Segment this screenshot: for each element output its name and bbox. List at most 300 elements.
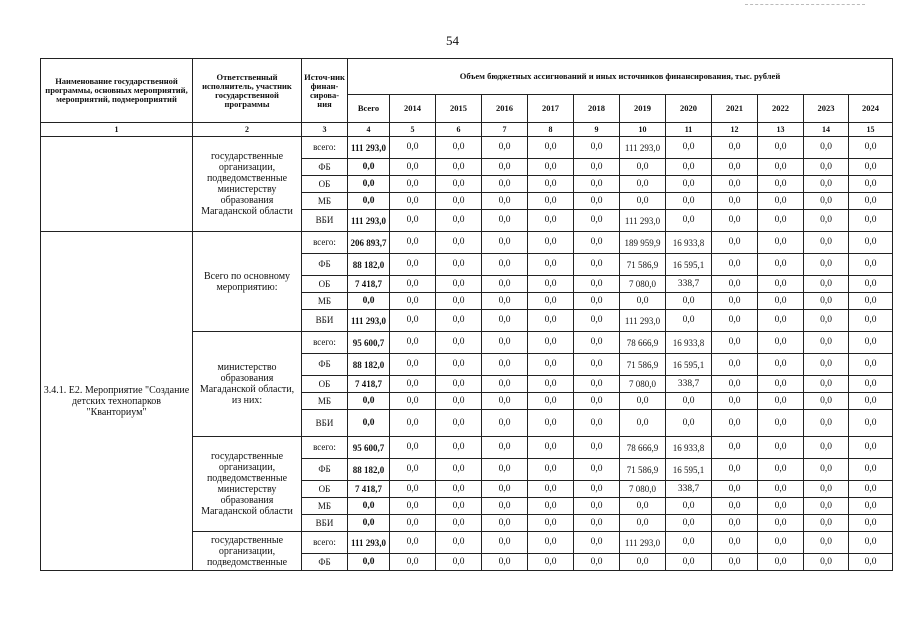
year-value: 0,0 <box>528 515 574 532</box>
total-value: 0,0 <box>348 293 390 310</box>
year-value: 0,0 <box>436 210 482 232</box>
year-value: 0,0 <box>758 293 804 310</box>
year-value: 0,0 <box>574 437 620 459</box>
funding-source: МБ <box>302 193 348 210</box>
funding-source: ФБ <box>302 554 348 571</box>
year-value: 0,0 <box>436 310 482 332</box>
year-value: 111 293,0 <box>620 310 666 332</box>
year-value: 0,0 <box>528 159 574 176</box>
year-value: 0,0 <box>849 137 893 159</box>
year-value: 0,0 <box>390 515 436 532</box>
year-value: 0,0 <box>804 532 849 554</box>
year-value: 0,0 <box>574 515 620 532</box>
total-value: 0,0 <box>348 176 390 193</box>
total-value: 0,0 <box>348 554 390 571</box>
year-value: 7 080,0 <box>620 481 666 498</box>
year-value: 0,0 <box>528 176 574 193</box>
responsible-executor: министерство образования Магаданской области, из них: <box>193 332 302 437</box>
year-value: 0,0 <box>436 293 482 310</box>
funding-source: ОБ <box>302 481 348 498</box>
year-value: 0,0 <box>620 393 666 410</box>
responsible-executor: государственные организации, подведомственные министерству образования Магаданской области <box>193 437 302 532</box>
year-value: 0,0 <box>666 410 712 437</box>
year-value: 0,0 <box>528 354 574 376</box>
year-value: 0,0 <box>390 159 436 176</box>
funding-source: ВБИ <box>302 515 348 532</box>
year-value: 0,0 <box>804 515 849 532</box>
year-value: 0,0 <box>849 293 893 310</box>
year-value: 0,0 <box>482 254 528 276</box>
total-value: 111 293,0 <box>348 532 390 554</box>
header-total: Всего <box>348 95 390 123</box>
total-value: 0,0 <box>348 193 390 210</box>
year-value: 0,0 <box>528 410 574 437</box>
year-value: 338,7 <box>666 376 712 393</box>
year-value: 0,0 <box>436 193 482 210</box>
year-value: 16 595,1 <box>666 254 712 276</box>
year-value: 0,0 <box>666 193 712 210</box>
responsible-executor: Всего по основному мероприятию: <box>193 232 302 332</box>
year-value: 0,0 <box>528 254 574 276</box>
year-value: 0,0 <box>804 332 849 354</box>
year-value: 0,0 <box>436 332 482 354</box>
year-value: 0,0 <box>436 515 482 532</box>
year-value: 0,0 <box>758 210 804 232</box>
header-year: 2019 <box>620 95 666 123</box>
year-value: 0,0 <box>804 137 849 159</box>
year-value: 0,0 <box>574 354 620 376</box>
total-value: 88 182,0 <box>348 254 390 276</box>
year-value: 71 586,9 <box>620 354 666 376</box>
year-value: 0,0 <box>390 393 436 410</box>
header-name: Наименование государственной программы, основных мероприятий, мероприятий, подмероприятий <box>41 59 193 123</box>
year-value: 0,0 <box>849 532 893 554</box>
column-number: 11 <box>666 123 712 137</box>
year-value: 0,0 <box>712 310 758 332</box>
year-value: 0,0 <box>436 276 482 293</box>
year-value: 0,0 <box>482 232 528 254</box>
year-value: 0,0 <box>666 137 712 159</box>
column-number: 2 <box>193 123 302 137</box>
year-value: 0,0 <box>574 498 620 515</box>
column-number: 3 <box>302 123 348 137</box>
table-row <box>41 232 893 254</box>
year-value: 0,0 <box>574 459 620 481</box>
year-value: 0,0 <box>804 210 849 232</box>
year-value: 0,0 <box>849 393 893 410</box>
year-value: 0,0 <box>390 459 436 481</box>
year-value: 0,0 <box>804 481 849 498</box>
year-value: 0,0 <box>712 515 758 532</box>
year-value: 0,0 <box>574 159 620 176</box>
year-value: 0,0 <box>712 332 758 354</box>
year-value: 0,0 <box>666 176 712 193</box>
year-value: 0,0 <box>758 232 804 254</box>
year-value: 0,0 <box>758 410 804 437</box>
year-value: 0,0 <box>712 137 758 159</box>
total-value: 0,0 <box>348 498 390 515</box>
year-value: 0,0 <box>574 254 620 276</box>
total-value: 7 418,7 <box>348 481 390 498</box>
year-value: 0,0 <box>849 498 893 515</box>
header-source: Источ-ник финан-сирова-ния <box>302 59 348 123</box>
year-value: 0,0 <box>574 310 620 332</box>
column-number: 15 <box>849 123 893 137</box>
year-value: 0,0 <box>620 176 666 193</box>
funding-source: ОБ <box>302 376 348 393</box>
year-value: 0,0 <box>390 332 436 354</box>
year-value: 0,0 <box>758 332 804 354</box>
column-number: 10 <box>620 123 666 137</box>
year-value: 0,0 <box>804 410 849 437</box>
year-value: 0,0 <box>712 498 758 515</box>
year-value: 0,0 <box>758 159 804 176</box>
year-value: 0,0 <box>712 193 758 210</box>
year-value: 0,0 <box>482 193 528 210</box>
year-value: 78 666,9 <box>620 437 666 459</box>
year-value: 0,0 <box>482 410 528 437</box>
year-value: 0,0 <box>849 376 893 393</box>
year-value: 16 933,8 <box>666 437 712 459</box>
total-value: 206 893,7 <box>348 232 390 254</box>
year-value: 0,0 <box>620 159 666 176</box>
year-value: 0,0 <box>390 481 436 498</box>
column-number: 9 <box>574 123 620 137</box>
year-value: 0,0 <box>712 532 758 554</box>
year-value: 0,0 <box>574 137 620 159</box>
header-year: 2021 <box>712 95 758 123</box>
year-value: 0,0 <box>758 515 804 532</box>
year-value: 0,0 <box>574 193 620 210</box>
year-value: 16 933,8 <box>666 332 712 354</box>
year-value: 0,0 <box>390 232 436 254</box>
year-value: 0,0 <box>712 437 758 459</box>
funding-source: всего: <box>302 332 348 354</box>
column-number: 4 <box>348 123 390 137</box>
year-value: 0,0 <box>574 532 620 554</box>
year-value: 0,0 <box>482 515 528 532</box>
year-value: 0,0 <box>666 515 712 532</box>
year-value: 0,0 <box>804 176 849 193</box>
year-value: 0,0 <box>849 515 893 532</box>
year-value: 0,0 <box>528 376 574 393</box>
year-value: 0,0 <box>436 459 482 481</box>
year-value: 0,0 <box>712 410 758 437</box>
year-value: 0,0 <box>574 276 620 293</box>
header-year: 2018 <box>574 95 620 123</box>
year-value: 0,0 <box>849 176 893 193</box>
year-value: 0,0 <box>849 310 893 332</box>
year-value: 0,0 <box>574 481 620 498</box>
total-value: 88 182,0 <box>348 459 390 481</box>
year-value: 0,0 <box>758 498 804 515</box>
column-number: 13 <box>758 123 804 137</box>
page-number: 54 <box>446 33 459 48</box>
year-value: 0,0 <box>666 210 712 232</box>
year-value: 0,0 <box>758 193 804 210</box>
header-responsible: Ответственный исполнитель, участник государственной программы <box>193 59 302 123</box>
year-value: 0,0 <box>390 137 436 159</box>
year-value: 0,0 <box>574 376 620 393</box>
year-value: 0,0 <box>482 393 528 410</box>
year-value: 0,0 <box>804 254 849 276</box>
year-value: 0,0 <box>574 293 620 310</box>
year-value: 0,0 <box>528 498 574 515</box>
year-value: 0,0 <box>436 554 482 571</box>
scan-edge-mark <box>745 4 865 7</box>
year-value: 0,0 <box>390 276 436 293</box>
year-value: 0,0 <box>712 293 758 310</box>
year-value: 0,0 <box>390 354 436 376</box>
funding-source: ОБ <box>302 276 348 293</box>
year-value: 0,0 <box>482 437 528 459</box>
year-value: 0,0 <box>436 498 482 515</box>
year-value: 0,0 <box>758 354 804 376</box>
year-value: 71 586,9 <box>620 459 666 481</box>
funding-source: ВБИ <box>302 310 348 332</box>
year-value: 111 293,0 <box>620 210 666 232</box>
year-value: 0,0 <box>758 310 804 332</box>
funding-source: всего: <box>302 232 348 254</box>
funding-source: ФБ <box>302 354 348 376</box>
year-value: 189 959,9 <box>620 232 666 254</box>
header-year: 2023 <box>804 95 849 123</box>
year-value: 338,7 <box>666 481 712 498</box>
column-number: 14 <box>804 123 849 137</box>
funding-source: ФБ <box>302 254 348 276</box>
year-value: 0,0 <box>528 232 574 254</box>
year-value: 0,0 <box>666 159 712 176</box>
year-value: 0,0 <box>390 498 436 515</box>
year-value: 0,0 <box>758 254 804 276</box>
year-value: 0,0 <box>804 554 849 571</box>
year-value: 0,0 <box>712 354 758 376</box>
year-value: 0,0 <box>528 393 574 410</box>
year-value: 0,0 <box>758 376 804 393</box>
year-value: 0,0 <box>436 159 482 176</box>
year-value: 0,0 <box>804 193 849 210</box>
year-value: 0,0 <box>390 554 436 571</box>
year-value: 0,0 <box>666 310 712 332</box>
year-value: 0,0 <box>482 176 528 193</box>
year-value: 0,0 <box>712 276 758 293</box>
funding-source: ВБИ <box>302 210 348 232</box>
year-value: 0,0 <box>482 293 528 310</box>
total-value: 7 418,7 <box>348 376 390 393</box>
year-value: 0,0 <box>390 410 436 437</box>
measure-name: 3.4.1. Е2. Мероприятие "Создание детских технопарков "Кванториум" <box>41 232 193 571</box>
total-value: 0,0 <box>348 410 390 437</box>
year-value: 0,0 <box>482 376 528 393</box>
column-number: 12 <box>712 123 758 137</box>
year-value: 0,0 <box>849 332 893 354</box>
total-value: 0,0 <box>348 159 390 176</box>
year-value: 0,0 <box>712 481 758 498</box>
year-value: 0,0 <box>482 459 528 481</box>
year-value: 0,0 <box>804 276 849 293</box>
year-value: 0,0 <box>390 210 436 232</box>
year-value: 0,0 <box>436 376 482 393</box>
year-value: 0,0 <box>482 276 528 293</box>
total-value: 111 293,0 <box>348 210 390 232</box>
total-value: 95 600,7 <box>348 332 390 354</box>
total-value: 0,0 <box>348 393 390 410</box>
year-value: 0,0 <box>849 554 893 571</box>
year-value: 0,0 <box>482 554 528 571</box>
year-value: 0,0 <box>574 232 620 254</box>
year-value: 0,0 <box>528 459 574 481</box>
year-value: 0,0 <box>482 210 528 232</box>
year-value: 0,0 <box>390 376 436 393</box>
year-value: 0,0 <box>849 481 893 498</box>
year-value: 0,0 <box>804 437 849 459</box>
year-value: 0,0 <box>620 498 666 515</box>
header-year: 2020 <box>666 95 712 123</box>
year-value: 0,0 <box>574 210 620 232</box>
header-year: 2022 <box>758 95 804 123</box>
year-value: 0,0 <box>804 498 849 515</box>
year-value: 0,0 <box>849 437 893 459</box>
column-number: 5 <box>390 123 436 137</box>
funding-source: ВБИ <box>302 410 348 437</box>
header-year: 2024 <box>849 95 893 123</box>
year-value: 0,0 <box>436 254 482 276</box>
year-value: 0,0 <box>666 293 712 310</box>
year-value: 0,0 <box>849 276 893 293</box>
year-value: 0,0 <box>436 137 482 159</box>
responsible-executor: государственные организации, подведомственные министерству образования Магаданской области <box>193 137 302 232</box>
year-value: 0,0 <box>758 554 804 571</box>
year-value: 0,0 <box>482 137 528 159</box>
year-value: 0,0 <box>528 554 574 571</box>
year-value: 0,0 <box>804 293 849 310</box>
year-value: 0,0 <box>528 437 574 459</box>
year-value: 0,0 <box>712 254 758 276</box>
year-value: 0,0 <box>482 498 528 515</box>
total-value: 88 182,0 <box>348 354 390 376</box>
year-value: 0,0 <box>574 393 620 410</box>
year-value: 0,0 <box>849 232 893 254</box>
year-value: 0,0 <box>528 532 574 554</box>
year-value: 0,0 <box>712 176 758 193</box>
year-value: 0,0 <box>712 210 758 232</box>
year-value: 0,0 <box>849 210 893 232</box>
year-value: 0,0 <box>482 332 528 354</box>
column-number: 1 <box>41 123 193 137</box>
table-row <box>41 137 893 159</box>
year-value: 0,0 <box>482 310 528 332</box>
year-value: 0,0 <box>758 437 804 459</box>
year-value: 0,0 <box>436 410 482 437</box>
year-value: 0,0 <box>849 159 893 176</box>
year-value: 0,0 <box>482 159 528 176</box>
header-year: 2014 <box>390 95 436 123</box>
header-volume: Объем бюджетных ассигнований и иных источников финансирования, тыс. рублей <box>348 59 893 95</box>
header-year: 2016 <box>482 95 528 123</box>
year-value: 0,0 <box>758 459 804 481</box>
program-name-cell-empty <box>41 137 193 232</box>
year-value: 0,0 <box>574 554 620 571</box>
year-value: 0,0 <box>804 354 849 376</box>
year-value: 0,0 <box>436 393 482 410</box>
total-value: 7 418,7 <box>348 276 390 293</box>
year-value: 0,0 <box>574 332 620 354</box>
total-value: 95 600,7 <box>348 437 390 459</box>
year-value: 0,0 <box>666 393 712 410</box>
year-value: 0,0 <box>390 532 436 554</box>
year-value: 0,0 <box>620 515 666 532</box>
year-value: 0,0 <box>849 354 893 376</box>
year-value: 0,0 <box>528 332 574 354</box>
year-value: 0,0 <box>804 376 849 393</box>
year-value: 0,0 <box>849 193 893 210</box>
year-value: 0,0 <box>712 459 758 481</box>
year-value: 0,0 <box>804 159 849 176</box>
year-value: 0,0 <box>849 410 893 437</box>
year-value: 0,0 <box>666 532 712 554</box>
year-value: 0,0 <box>574 176 620 193</box>
year-value: 0,0 <box>758 532 804 554</box>
year-value: 0,0 <box>482 532 528 554</box>
year-value: 0,0 <box>758 137 804 159</box>
year-value: 0,0 <box>666 498 712 515</box>
year-value: 0,0 <box>758 176 804 193</box>
header-year: 2017 <box>528 95 574 123</box>
year-value: 111 293,0 <box>620 532 666 554</box>
year-value: 0,0 <box>390 193 436 210</box>
year-value: 0,0 <box>390 254 436 276</box>
year-value: 0,0 <box>620 293 666 310</box>
year-value: 0,0 <box>482 481 528 498</box>
year-value: 0,0 <box>849 459 893 481</box>
year-value: 0,0 <box>712 159 758 176</box>
funding-source: всего: <box>302 137 348 159</box>
year-value: 0,0 <box>712 393 758 410</box>
column-number: 7 <box>482 123 528 137</box>
column-number: 8 <box>528 123 574 137</box>
header-year: 2015 <box>436 95 482 123</box>
year-value: 111 293,0 <box>620 137 666 159</box>
year-value: 16 595,1 <box>666 354 712 376</box>
year-value: 0,0 <box>528 293 574 310</box>
total-value: 111 293,0 <box>348 137 390 159</box>
year-value: 0,0 <box>528 193 574 210</box>
year-value: 0,0 <box>390 310 436 332</box>
year-value: 0,0 <box>528 210 574 232</box>
year-value: 0,0 <box>804 459 849 481</box>
year-value: 0,0 <box>666 554 712 571</box>
year-value: 0,0 <box>574 410 620 437</box>
year-value: 0,0 <box>528 276 574 293</box>
year-value: 7 080,0 <box>620 276 666 293</box>
total-value: 0,0 <box>348 515 390 532</box>
funding-source: МБ <box>302 293 348 310</box>
year-value: 0,0 <box>758 481 804 498</box>
responsible-executor: государственные организации, подведомственные <box>193 532 302 571</box>
year-value: 0,0 <box>436 437 482 459</box>
funding-source: ФБ <box>302 159 348 176</box>
year-value: 0,0 <box>804 232 849 254</box>
year-value: 0,0 <box>849 254 893 276</box>
year-value: 0,0 <box>528 137 574 159</box>
financing-table <box>40 58 893 571</box>
column-number: 6 <box>436 123 482 137</box>
year-value: 0,0 <box>390 293 436 310</box>
year-value: 7 080,0 <box>620 376 666 393</box>
year-value: 16 595,1 <box>666 459 712 481</box>
year-value: 0,0 <box>436 532 482 554</box>
year-value: 0,0 <box>482 354 528 376</box>
